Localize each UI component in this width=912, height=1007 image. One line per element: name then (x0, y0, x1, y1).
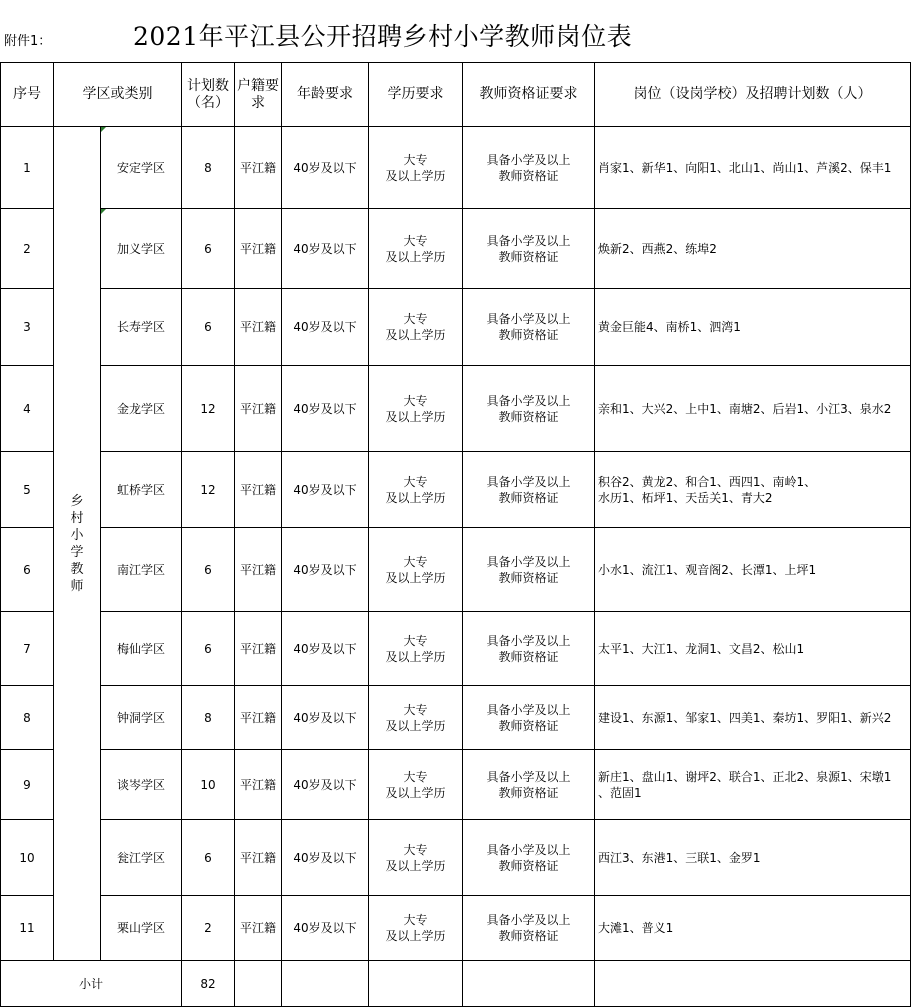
certificate-requirement (463, 289, 595, 366)
certificate-line-2: 教师资格证 (498, 409, 559, 424)
huji-requirement: 平江籍 (235, 209, 282, 289)
education-line-1: 大专 (403, 554, 428, 569)
certificate-line-2: 教师资格证 (498, 168, 559, 183)
education-line-2: 及以上学历 (385, 409, 446, 424)
education-line-1: 大专 (403, 913, 428, 927)
table-row (1, 612, 911, 686)
certificate-line-2: 教师资格证 (498, 490, 559, 505)
positions-line-1: 新庄1、盘山1、谢坪2、联合1、正北2、泉源1、宋墩1 (598, 769, 892, 784)
table-row (1, 127, 911, 209)
table-row (1, 289, 911, 366)
positions-line-1: 黄金巨能4、南桥1、泗湾1 (598, 320, 741, 334)
plan-count: 6 (182, 209, 235, 289)
age-requirement: 40岁及以下 (282, 612, 369, 686)
col-header-huji: 户籍要求 (235, 63, 282, 127)
table-row (1, 750, 911, 820)
education-line-2: 及以上学历 (385, 328, 446, 342)
col-header-positions: 岗位（设岗学校）及招聘计划数（人） (595, 63, 911, 127)
education-line-2: 及以上学历 (385, 490, 446, 505)
certificate-requirement (463, 686, 595, 750)
empty-cell (235, 961, 282, 1007)
row-number: 11 (1, 896, 54, 961)
certificate-requirement (463, 612, 595, 686)
table-row (1, 820, 911, 896)
positions-line-2: 、范固1 (598, 785, 642, 800)
education-line-1: 大专 (403, 152, 428, 167)
row-number: 5 (1, 452, 54, 528)
education-line-2: 及以上学历 (385, 718, 446, 733)
positions-cell (595, 820, 911, 896)
positions-cell (595, 686, 911, 750)
table-row (1, 686, 911, 750)
certificate-line-1: 具备小学及以上 (486, 393, 571, 408)
huji-requirement: 平江籍 (235, 686, 282, 750)
education-line-1: 大专 (403, 842, 428, 857)
education-line-1: 大专 (403, 633, 428, 648)
education-requirement (369, 366, 463, 452)
positions-cell (595, 750, 911, 820)
empty-cell (282, 961, 369, 1007)
table-row (1, 366, 911, 452)
subtotal-row (1, 961, 911, 1007)
plan-count: 6 (182, 528, 235, 612)
row-number: 1 (1, 127, 54, 209)
positions-line-1: 太平1、大江1、龙洞1、文昌2、松山1 (598, 641, 805, 656)
district-cell: 钟洞学区 (101, 686, 182, 750)
certificate-line-2: 教师资格证 (498, 249, 559, 264)
row-number: 7 (1, 612, 54, 686)
education-requirement (369, 528, 463, 612)
certificate-line-1: 具备小学及以上 (486, 152, 571, 167)
col-header-cert: 教师资格证要求 (463, 63, 595, 127)
education-line-2: 及以上学历 (385, 649, 446, 664)
certificate-requirement (463, 896, 595, 961)
age-requirement: 40岁及以下 (282, 820, 369, 896)
col-header-plan: 计划数（名） (182, 63, 235, 127)
certificate-requirement (463, 528, 595, 612)
certificate-requirement (463, 209, 595, 289)
huji-requirement: 平江籍 (235, 366, 282, 452)
plan-count: 2 (182, 896, 235, 961)
plan-count: 8 (182, 127, 235, 209)
header-row (1, 63, 911, 127)
age-requirement: 40岁及以下 (282, 366, 369, 452)
positions-line-1: 亲和1、大兴2、上中1、南塘2、后岩1、小江3、泉水2 (598, 401, 892, 416)
table-row (1, 209, 911, 289)
education-requirement (369, 686, 463, 750)
plan-count: 6 (182, 612, 235, 686)
huji-requirement: 平江籍 (235, 820, 282, 896)
education-requirement (369, 612, 463, 686)
empty-cell (463, 961, 595, 1007)
district-cell: 梅仙学区 (101, 612, 182, 686)
education-requirement (369, 750, 463, 820)
huji-requirement: 平江籍 (235, 289, 282, 366)
certificate-line-2: 教师资格证 (498, 570, 559, 585)
age-requirement: 40岁及以下 (282, 127, 369, 209)
district-cell: 瓮江学区 (101, 820, 182, 896)
age-requirement: 40岁及以下 (282, 452, 369, 528)
certificate-line-1: 具备小学及以上 (486, 633, 571, 648)
table-row (1, 452, 911, 528)
certificate-line-2: 教师资格证 (498, 785, 559, 800)
education-line-2: 及以上学历 (385, 929, 446, 943)
table-row (1, 528, 911, 612)
positions-cell (595, 366, 911, 452)
age-requirement: 40岁及以下 (282, 209, 369, 289)
huji-requirement: 平江籍 (235, 452, 282, 528)
education-requirement (369, 209, 463, 289)
certificate-line-1: 具备小学及以上 (486, 554, 571, 569)
education-line-1: 大专 (403, 393, 428, 408)
row-number: 6 (1, 528, 54, 612)
certificate-line-1: 具备小学及以上 (486, 913, 571, 927)
positions-line-1: 积谷2、黄龙2、和合1、西四1、南岭1、 (598, 474, 817, 489)
category-label: 乡村小学教师 (70, 493, 84, 594)
district-cell: 加义学区 (101, 209, 182, 289)
certificate-line-1: 具备小学及以上 (486, 769, 571, 784)
district-cell: 谈岑学区 (101, 750, 182, 820)
subtotal-plan: 82 (182, 961, 235, 1007)
certificate-line-1: 具备小学及以上 (486, 233, 571, 248)
certificate-requirement (463, 820, 595, 896)
certificate-line-1: 具备小学及以上 (486, 842, 571, 857)
positions-cell (595, 528, 911, 612)
education-line-2: 及以上学历 (385, 249, 446, 264)
certificate-line-1: 具备小学及以上 (486, 312, 571, 326)
district-cell: 金龙学区 (101, 366, 182, 452)
age-requirement: 40岁及以下 (282, 289, 369, 366)
education-line-2: 及以上学历 (385, 785, 446, 800)
education-requirement (369, 896, 463, 961)
category-cell (54, 127, 101, 961)
education-line-1: 大专 (403, 312, 428, 326)
education-requirement (369, 127, 463, 209)
positions-line-1: 焕新2、西燕2、练埠2 (598, 241, 717, 256)
huji-requirement: 平江籍 (235, 896, 282, 961)
page-title: 2021年平江县公开招聘乡村小学教师岗位表 (133, 22, 633, 51)
row-number: 9 (1, 750, 54, 820)
certificate-line-2: 教师资格证 (498, 929, 559, 943)
positions-line-1: 西江3、东港1、三联1、金罗1 (598, 850, 761, 865)
education-line-1: 大专 (403, 474, 428, 489)
certificate-line-1: 具备小学及以上 (486, 474, 571, 489)
col-header-age: 年龄要求 (282, 63, 369, 127)
certificate-requirement (463, 750, 595, 820)
huji-requirement: 平江籍 (235, 750, 282, 820)
plan-count: 12 (182, 452, 235, 528)
positions-line-1: 大滩1、普义1 (598, 921, 674, 935)
positions-line-1: 肖家1、新华1、向阳1、北山1、尚山1、芦溪2、保丰1 (598, 160, 892, 175)
positions-cell (595, 612, 911, 686)
district-cell: 南江学区 (101, 528, 182, 612)
education-line-1: 大专 (403, 233, 428, 248)
plan-count: 12 (182, 366, 235, 452)
certificate-line-1: 具备小学及以上 (486, 702, 571, 717)
certificate-requirement (463, 366, 595, 452)
positions-cell (595, 209, 911, 289)
district-cell: 虹桥学区 (101, 452, 182, 528)
plan-count: 10 (182, 750, 235, 820)
education-requirement (369, 820, 463, 896)
education-line-2: 及以上学历 (385, 168, 446, 183)
age-requirement: 40岁及以下 (282, 686, 369, 750)
education-requirement (369, 452, 463, 528)
row-number: 8 (1, 686, 54, 750)
plan-count: 8 (182, 686, 235, 750)
plan-count: 6 (182, 820, 235, 896)
certificate-line-2: 教师资格证 (498, 649, 559, 664)
age-requirement: 40岁及以下 (282, 528, 369, 612)
positions-cell (595, 289, 911, 366)
certificate-line-2: 教师资格证 (498, 718, 559, 733)
plan-count: 6 (182, 289, 235, 366)
row-number: 10 (1, 820, 54, 896)
education-line-1: 大专 (403, 769, 428, 784)
attachment-label: 附件1： (4, 34, 52, 49)
recruitment-table (0, 62, 911, 1007)
row-number: 2 (1, 209, 54, 289)
col-header-district: 学区或类别 (54, 63, 182, 127)
positions-line-1: 小水1、流江1、观音阁2、长潭1、上坪1 (598, 562, 817, 577)
col-header-edu: 学历要求 (369, 63, 463, 127)
education-line-2: 及以上学历 (385, 570, 446, 585)
district-cell: 长寿学区 (101, 289, 182, 366)
table-row (1, 896, 911, 961)
education-requirement (369, 289, 463, 366)
positions-line-2: 水历1、柘坪1、天岳关1、青大2 (598, 490, 773, 505)
col-header-no: 序号 (1, 63, 54, 127)
district-cell: 安定学区 (101, 127, 182, 209)
positions-cell (595, 127, 911, 209)
age-requirement: 40岁及以下 (282, 896, 369, 961)
certificate-requirement (463, 452, 595, 528)
huji-requirement: 平江籍 (235, 528, 282, 612)
positions-cell (595, 896, 911, 961)
education-line-1: 大专 (403, 702, 428, 717)
huji-requirement: 平江籍 (235, 612, 282, 686)
positions-line-1: 建设1、东源1、邹家1、四美1、秦坊1、罗阳1、新兴2 (598, 710, 892, 725)
certificate-line-2: 教师资格证 (498, 858, 559, 873)
row-number: 4 (1, 366, 54, 452)
subtotal-label: 小计 (1, 961, 182, 1007)
empty-cell (595, 961, 911, 1007)
education-line-2: 及以上学历 (385, 858, 446, 873)
positions-cell (595, 452, 911, 528)
certificate-line-2: 教师资格证 (498, 328, 559, 342)
certificate-requirement (463, 127, 595, 209)
huji-requirement: 平江籍 (235, 127, 282, 209)
district-cell: 栗山学区 (101, 896, 182, 961)
row-number: 3 (1, 289, 54, 366)
empty-cell (369, 961, 463, 1007)
age-requirement: 40岁及以下 (282, 750, 369, 820)
